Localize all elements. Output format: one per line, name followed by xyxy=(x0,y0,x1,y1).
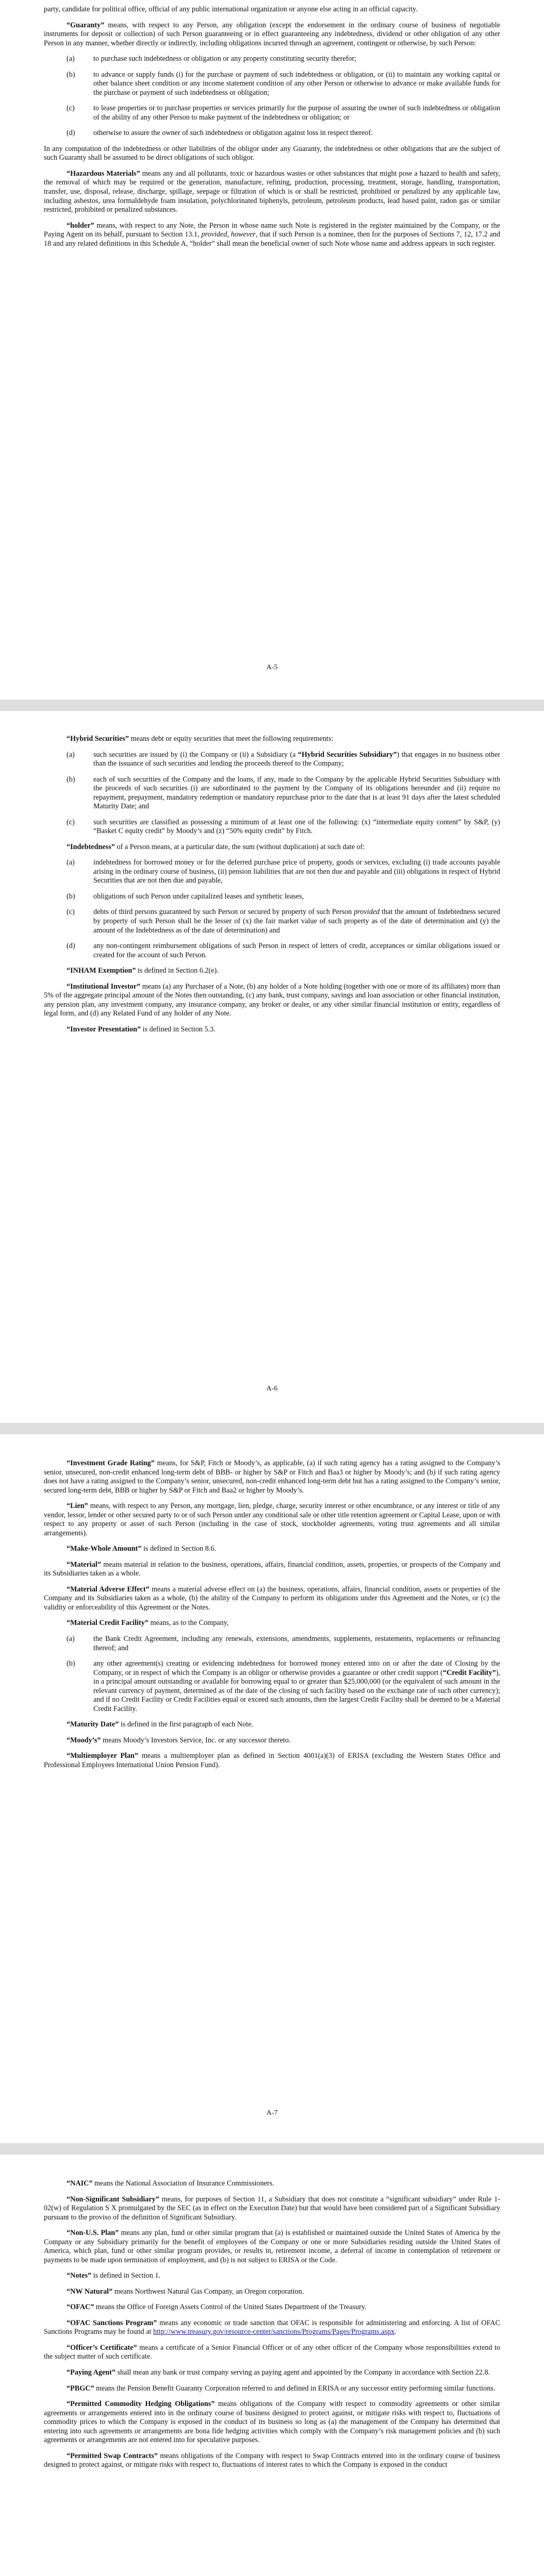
definition-nw-natural: “NW Natural” means Northwest Natural Gas Company, an Oregon corporation. xyxy=(67,2287,304,2296)
definition-ofac: “OFAC” means the Office of Foreign Assets Control of the United States Department of the Treasury. xyxy=(67,2303,367,2312)
definition-holder: “holder” means, with respect to any Note, the Person in whose name such Note is registered in the register maintained by the Company, or the Paying Agent on its behalf, pursuant to Section 13.1, provided, however, that if such Person is a nominee, then for the purposes of Sections 7, 12, 17.2 and 18 and any related definitions in this Schedule A, “holder” shall mean the beneficial owner of such Note whose name and address appears in such register. xyxy=(44,221,500,248)
definition-indebtedness: “Indebtedness” of a Person means, at a particular date, the sum (without duplication) at such date of: xyxy=(67,842,365,851)
page-a5-body xyxy=(44,5,500,255)
hybrid-item-a: (a) such securities are issued by (i) the Company or (ii) a Subsidiary (a “Hybrid Securities Subsidiary”) that engages in no business other than the issuance of such securities and lending the proceeds thereof to the Company; xyxy=(67,750,500,768)
credit-facility-item-a: (a) the Bank Credit Agreement, including any renewals, extensions, amendments, supplements, restatements, replacements or refinancing thereof; and xyxy=(67,1634,500,1652)
definition-material: “Material” means material in relation to the business, operations, affairs, financial condition, assets, properties, or prospects of the Company and its Subsidiaries taken as a whole. xyxy=(44,1560,500,1578)
definition-multiemployer-plan: “Multiemployer Plan” means a multiemployer plan as defined in Section 4001(a)(3) of ERISA (excluding the Western States Office and Professional Employees International Union Pension Fund). xyxy=(44,1752,500,1769)
page-separator xyxy=(0,700,544,711)
page-number: A-6 xyxy=(266,1385,278,1393)
definition-material-credit-facility: “Material Credit Facility” means, as to the Company, xyxy=(67,1619,229,1628)
definition-guaranty: “Guaranty” means, with respect to any Person, any obligation (except the endorsement in the ordinary course of business of negotiable instruments for deposit or collection) of such Person guaranteeing or in effect guaranteeing any indebtedness, dividend or other obligation of any other Person in any manner, whether directly or indirectly, including obligations incurred through an agreement, contingent or otherwise, by such Person: xyxy=(44,21,500,47)
definition-material-adverse-effect: “Material Adverse Effect” means a material adverse effect on (a) the business, operations, affairs, financial condition, assets or properties of the Company and its Subsidiaries taken as a whole, (b) the ability of the Company to perform its obligations under this Agreement and the Notes, or (c) the validity or enforceability of this Agreement or the Notes. xyxy=(44,1585,500,1612)
definition-permitted-swap-contracts: “Permitted Swap Contracts” means obligations of the Company with respect to Swap Contracts entered into in the ordinary course of business designed to protect against, or mitigate risks with respect to, fluctuations of interest rates to which the Company is exposed in the conduct xyxy=(44,2451,500,2469)
guaranty-computation-paragraph: In any computation of the indebtedness or other liabilities of the obligor under any Guaranty, the indebtedness or other obligations that are the subject of such Guaranty shall be assumed to be direct obligations of such obligor. xyxy=(44,144,500,162)
definition-officers-certificate: “Officer’s Certificate” means a certificate of a Senior Financial Officer or of any other officer of the Company whose responsibilities extend to the subject matter of such certificate. xyxy=(44,2343,500,2361)
page-number: A-7 xyxy=(266,2109,278,2117)
definition-investment-grade-rating: “Investment Grade Rating” means, for S&P, Fitch or Moody’s, as applicable, (a) if such rating agency has a rating assigned to the Company’s senior, unsecured, non-credit enhanced long-term debt of BBB- or higher by S&P or Fitch and Baa3 or higher by Moody’s; and (b) if such rating agency does not have a rating assigned to the Company’s senior, unsecured, non-credit enhanced long-term debt but has a rating assigned to the Company’s senior, secured long-term debt, BBB or higher by S&P or Fitch and Baa2 or higher by Moody’s. xyxy=(44,1459,500,1495)
definition-hazardous-materials: “Hazardous Materials” means any and all pollutants, toxic or hazardous wastes or other substances that might pose a hazard to health and safety, the removal of which may be required or the generation, manufacture, refining, production, processing, treatment, storage, handling, transportation, transfer, use, disposal, release, discharge, spillage, seepage or filtration of which is or shall be restricted, prohibited or penalized by any applicable law, including asbestos, urea formaldehyde foam insulation, polychlorinated biphenyls, petroleum, petroleum products, lead based paint, radon gas or similar restricted, prohibited or penalized substances. xyxy=(44,169,501,214)
page-a7-body xyxy=(44,1459,500,1776)
intro-paragraph: party, candidate for political office, official of any public international organization or anyone else acting in an official capacity. xyxy=(44,5,418,13)
definition-permitted-commodity-hedging-obligations: “Permitted Commodity Hedging Obligations” means obligations of the Company with respect to commodity agreements or other similar agreements or arrangements entered into in the ordinary course of business designed to protect against, or mitigate risks with respect to, fluctuations of commodity prices to which the Company is exposed in the conduct of its business so long as (a) the management of the Company has determined that entering into such agreements or arrangements are bona fide hedging activities which comply with the Company’s risk management policies and (b) such agreements or arrangements are not entered into for speculative purposes. xyxy=(44,2400,500,2445)
indebtedness-item-a: (a) indebtedness for borrowed money or for the deferred purchase price of property, goods or services, excluding (i) trade accounts payable arising in the ordinary course of business, (ii) pension liabilities that are not then due and payable and (iii) obligations in respect of Hybrid Securities that are not then due and payable, xyxy=(67,858,500,885)
page-separator xyxy=(0,2143,544,2155)
page-separator xyxy=(0,1423,544,1434)
indebtedness-item-c: (c) debts of third persons guaranteed by such Person or secured by property of such Person provided that the amount of Indebtedness secured by property of such Person shall be the lesser of (x) the fair market value of such property as of the date of determination and (y) the amount of the Indebtedness as of the date of determination) and xyxy=(67,908,500,935)
definition-non-significant-subsidiary: “Non-Significant Subsidiary” means, for purposes of Section 11, a Subsidiary that does not constitute a “significant subsidiary” under Rule 1-02(w) of Regulation S X promulgated by the SEC (as in effect on the Execution Date) but that would have been considered part of a Significant Subsidiary pursuant to the proviso of the definition of Significant Subsidiary. xyxy=(44,2195,500,2222)
page-a6-body xyxy=(44,735,500,1041)
definition-paying-agent: “Paying Agent” shall mean any bank or trust company serving as paying agent and appointed by the Company in accordance with Section 22.8. xyxy=(67,2368,490,2377)
guaranty-item-c: (c) to lease properties or to purchase properties or services primarily for the purpose of assuring the owner of such indebtedness or obligation of the ability of any other Person to make payment of the indebtedness or obligation; or xyxy=(67,104,500,122)
definition-maturity-date: “Maturity Date” is defined in the first paragraph of each Note. xyxy=(67,1720,254,1729)
ofac-programs-link[interactable]: http://www.treasury.gov/resource-center/sanctions/Programs/Pages/Programs.aspx xyxy=(153,2328,395,2336)
definition-make-whole-amount: “Make-Whole Amount” is defined in Section 8.6. xyxy=(67,1545,217,1553)
definition-lien: “Lien” means, with respect to any Person, any mortgage, lien, pledge, charge, security interest or other encumbrance, or any interest or title of any vendor, lessor, lender or other secured party to or of such Person under any conditional sale or other title retention agreement or Capital Lease, upon or with respect to any property or asset of such Person (including in the case of stock, stockholder agreements, voting trust agreements and all similar arrangements). xyxy=(44,1502,500,1537)
definition-investor-presentation: “Investor Presentation” is defined in Section 5.3. xyxy=(67,1025,216,1033)
indebtedness-item-d: (d) any non-contingent reimbursement obligations of such Person in respect of letters of credit, acceptances or similar obligations issued or created for the account of such Person. xyxy=(67,942,500,959)
definition-moodys: “Moody’s” means Moody’s Investors Service, Inc. or any successor thereto. xyxy=(67,1736,291,1744)
definition-hybrid-securities: “Hybrid Securities” means debt or equity securities that meet the following requirements: xyxy=(67,735,334,743)
guaranty-item-b: (b) to advance or supply funds (i) for the purchase or payment of such indebtedness or obligation, or (ii) to maintain any working capital or other balance sheet condition or any income statement condition of any other Person or otherwise to advance or make available funds for the purchase or payment of such indebtedness or obligation; xyxy=(67,70,500,97)
definition-ofac-sanctions-program: “OFAC Sanctions Program” means any economic or trade sanction that OFAC is responsible for administering and enforcing. A list of OFAC Sanctions Programs may be found at http://www.treasury.gov/resource-center/sanctions/Programs/Pages/Programs.aspx. xyxy=(44,2318,500,2336)
guaranty-item-a: (a) to purchase such indebtedness or obligation or any property constituting security therefor; xyxy=(67,55,357,63)
definition-notes: “Notes” is defined in Section 1. xyxy=(67,2272,161,2280)
indebtedness-item-b: (b) obligations of such Person under capitalized leases and synthetic leases, xyxy=(67,892,304,901)
definition-pbgc: “PBGC” means the Pension Benefit Guaranty Corporation referred to and defined in ERISA or any successor entity performing similar functions. xyxy=(67,2384,496,2393)
page-number: A-5 xyxy=(266,664,278,671)
term-guaranty: “Guaranty” xyxy=(67,21,105,29)
definition-naic: “NAIC” means the National Association of Insurance Commissioners. xyxy=(67,2179,274,2188)
definition-inham-exemption: “INHAM Exemption” is defined in Section 6.2(e). xyxy=(67,967,219,975)
definition-institutional-investor: “Institutional Investor” means (a) any Purchaser of a Note, (b) any holder of a Note holding (together with one or more of its affiliates) more than 5% of the aggregate principal amount of the Notes then outstanding, (c) any bank, trust company, savings and loan association or other financial institution, any pension plan, any investment company, any insurance company, any broker or dealer, or any other similar financial institution or entity, regardless of legal form, and (d) any Related Fund of any holder of any Note. xyxy=(44,982,500,1018)
page-a8-body xyxy=(44,2179,500,2477)
credit-facility-item-b: (b) any other agreement(s) creating or evidencing indebtedness for borrowed money entered into on or after the date of Closing by the Company, or in respect of which the Company is an obligor or otherwise provides a guarantee or other credit support (“Credit Facility”), in a principal amount outstanding or available for borrowing equal to or greater than $25,000,000 (or the equivalent of such amount in the relevant currency of payment, determined as of the date of the closing of such facility based on the exchange rate of such other currency); and if no Credit Facility or Credit Facilities equal or exceed such amounts, then the largest Credit Facility shall be deemed to be a Material Credit Facility. xyxy=(67,1659,500,1713)
guaranty-item-d: (d) otherwise to assure the owner of such indebtedness or obligation against loss in respect thereof. xyxy=(67,129,373,138)
hybrid-item-b: (b) each of such securities of the Company and the loans, if any, made to the Company by the applicable Hybrid Securities Subsidiary with the proceeds of such securities (i) are subordinated to the payment by the Company of its obligations hereunder and (ii) require no repayment, prepayment, mandatory redemption or mandatory repurchase prior to the date that is at least 91 days after the latest scheduled Maturity Date; and xyxy=(67,775,500,811)
definition-non-us-plan: “Non-U.S. Plan” means any plan, fund or other similar program that (a) is established or maintained outside the United States of America by the Company or any Subsidiary primarily for the benefit of employees of the Company or one or more Subsidiaries residing outside the United States of America, which plan, fund or other similar program provides, or results in, retirement income, a deferral of income in contemplation of retirement or payments to be made upon termination of employment, and (b) is not subject to ERISA or the Code. xyxy=(44,2229,501,2264)
hybrid-item-c: (c) such securities are classified as possessing a minimum of at least one of the following: (x) “intermediate equity content” by S&P, (y) “Basket C equity credit” by Moody’s and (z) “50% equity credit” by Fitch. xyxy=(67,818,500,836)
